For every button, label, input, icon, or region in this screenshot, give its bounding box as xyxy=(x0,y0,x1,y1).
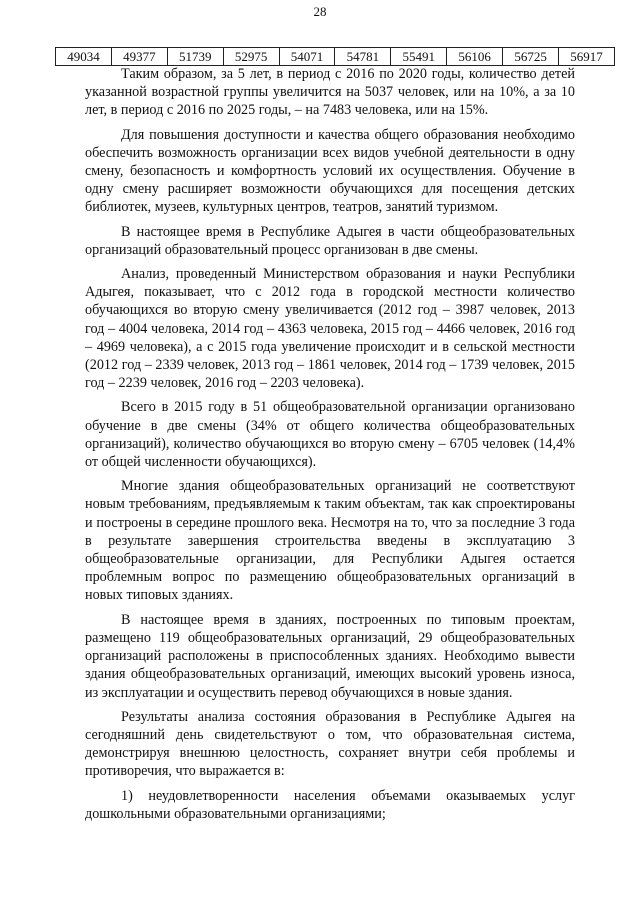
paragraph-typical-buildings: В настоящее время в зданиях, построенных по типовым проектам, размещено 119 общеобразовательных организаций, 29 общеобразовательных организаций расположены в приспособленных зданиях. Необходимо вывести здания общеобразовательных организаций, имеющих высокий уровень износа, из эксплуатации и осуществить перевод обучающихся в новые здания. xyxy=(85,611,575,701)
table-cell: 56725 xyxy=(503,48,559,66)
paragraph-ministry-analysis: Анализ, проведенный Министерством образования и науки Республики Адыгея, показывает, что с 2012 года в городской местности количество обучающихся во вторую смену увеличивается (2012 год – 3987 человек, 2013 год – 4004 человека, 2014 год – 4363 человека, 2015 год – 4466 человек, 2016 год – 4969 человека), а с 2015 года увеличение происходит и в сельской местности (2012 год – 2339 человек, 2013 год – 1861 человек, 2014 год – 1739 человек, 2015 год – 2239 человек, 2016 год – 2203 человека). xyxy=(85,266,575,392)
paragraph-analysis-results: Результаты анализа состояния образования в Республике Адыгея на сегодняшний день свидетельствуют о том, что образовательная система, демонстрируя внешнюю целостность, сохраняет внутри себя проблемы и противоречия, что выражается в: xyxy=(85,708,575,780)
list-item: 1) неудовлетворенности населения объемами оказываемых услуг дошкольными образовательными организациями; xyxy=(85,787,575,822)
table-cell: 55491 xyxy=(391,48,447,66)
table-cell: 49034 xyxy=(56,48,112,66)
document-body xyxy=(85,65,575,829)
table-cell: 54071 xyxy=(279,48,335,66)
table-cell: 56917 xyxy=(559,48,615,66)
numbers-table xyxy=(55,47,615,66)
table-cell: 54781 xyxy=(335,48,391,66)
table-cell: 56106 xyxy=(447,48,503,66)
paragraph-two-shifts: В настоящее время в Республике Адыгея в части общеобразовательных организаций образовательный процесс организован в две смены. xyxy=(85,223,575,258)
table-cell: 51739 xyxy=(167,48,223,66)
page-number: 28 xyxy=(313,4,327,19)
paragraph-old-buildings: Многие здания общеобразовательных организаций не соответствуют новым требованиям, предъявляемым к таким объектам, так как спроектированы и построены в середине прошлого века. Несмотря на то, что за последние 3 года в результате завершения строительства введены в эксплуатацию 3 общеобразовательные организации, для Республики Адыгея остается проблемным вопрос по размещению общеобразовательных организаций в новых типовых зданиях. xyxy=(85,478,575,604)
paragraph-single-shift: Для повышения доступности и качества общего образования необходимо обеспечить возможность организации всех видов учебной деятельности в одну смену, безопасность и комфортность условий их осуществления. Обучение в одну смену расширяет возможности обучающихся для посещения детских библиотек, музеев, культурных центров, театров, занятий туризмом. xyxy=(85,126,575,216)
table-row xyxy=(56,48,615,66)
paragraph-2015-total: Всего в 2015 году в 51 общеобразовательной организации организовано обучение в две смены (34% от общего количества общеобразовательных организаций), количество обучающихся во вторую смену – 6705 человек (14,4% от общей численности обучающихся). xyxy=(85,399,575,471)
table-cell: 52975 xyxy=(223,48,279,66)
table-cell: 49377 xyxy=(111,48,167,66)
paragraph-growth-forecast: Таким образом, за 5 лет, в период с 2016 по 2020 годы, количество детей указанной возрастной группы увеличится на 5037 человек, или на 10%, а за 10 лет, в период с 2016 по 2025 годы, – на 7483 человека, или на 15%. xyxy=(85,66,575,119)
